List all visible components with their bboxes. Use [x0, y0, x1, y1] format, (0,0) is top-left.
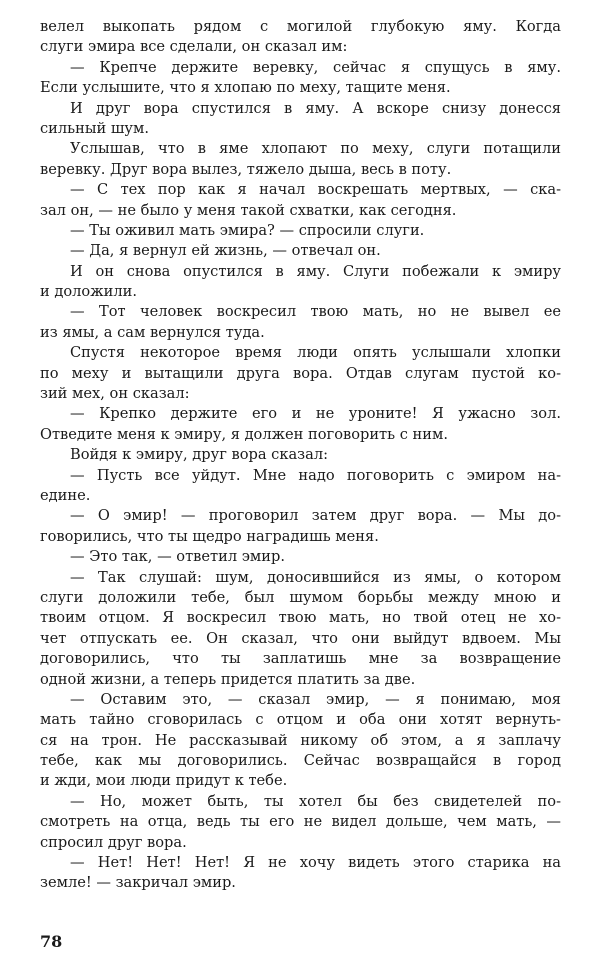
- paragraph: [40, 302, 561, 343]
- text-line: и жди, мои люди придут к тебе.: [40, 772, 288, 790]
- paragraph: [40, 792, 561, 853]
- text-line: спросил друг вора.: [40, 833, 187, 851]
- page-body-text: [40, 17, 561, 894]
- paragraph: [40, 221, 561, 241]
- paragraph: [40, 547, 561, 567]
- paragraph: [40, 17, 561, 58]
- text-line: — Пусть все уйдут. Мне надо поговорить с эмиром на-: [70, 466, 561, 484]
- text-line: земле! — закричал эмир.: [40, 874, 236, 892]
- text-line: мать тайно сговорилась с отцом и оба они хотят вернуть-: [40, 711, 561, 729]
- page-number: 78: [40, 932, 63, 951]
- text-line: — Нет! Нет! Нет! Я не хочу видеть этого старика на: [70, 854, 561, 872]
- text-line: договорились, что ты заплатишь мне за возвращение: [40, 650, 561, 668]
- paragraph: [40, 506, 561, 547]
- paragraph: [40, 445, 561, 465]
- paragraph: [40, 404, 561, 445]
- paragraph: [40, 262, 561, 303]
- text-line: веревку. Друг вора вылез, тяжело дыша, весь в поту.: [40, 160, 452, 178]
- text-line: из ямы, а сам вернулся туда.: [40, 323, 265, 341]
- text-line: — Это так, — ответил эмир.: [70, 548, 285, 566]
- text-line: тебе, как мы договорились. Сейчас возвращайся в город: [40, 752, 561, 770]
- text-line: сильный шум.: [40, 119, 149, 137]
- text-line: смотреть на отца, ведь ты его не видел дольше, чем мать, —: [40, 813, 561, 831]
- text-line: Отведите меня к эмиру, я должен поговорить с ним.: [40, 425, 448, 443]
- text-line: зал он, — не было у меня такой схватки, как сегодня.: [40, 201, 457, 219]
- text-line: ся на трон. Не рассказывай никому об этом, а я заплачу: [40, 731, 561, 749]
- text-line: Спустя некоторое время люди опять услышали хлопки: [70, 344, 561, 362]
- text-line: — О эмир! — проговорил затем друг вора. — Мы до-: [70, 507, 561, 525]
- text-line: чет отпускать ее. Он сказал, что они выйдут вдвоем. Мы: [40, 629, 561, 647]
- text-line: — Тот человек воскресил твою мать, но не вывел ее: [70, 303, 561, 321]
- paragraph: [40, 58, 561, 99]
- paragraph: [40, 343, 561, 404]
- text-line: едине.: [40, 486, 91, 504]
- text-line: — Ты оживил мать эмира? — спросили слуги.: [70, 221, 425, 239]
- text-line: И он снова опустился в яму. Слуги побежали к эмиру: [70, 262, 561, 280]
- text-line: и доложили.: [40, 283, 137, 301]
- paragraph: [40, 139, 561, 180]
- paragraph: [40, 99, 561, 140]
- text-line: слуги эмира все сделали, он сказал им:: [40, 38, 348, 56]
- text-line: Если услышите, что я хлопаю по меху, тащите меня.: [40, 79, 451, 97]
- text-line: говорились, что ты щедро наградишь меня.: [40, 527, 379, 545]
- text-line: зий мех, он сказал:: [40, 385, 190, 403]
- paragraph: [40, 690, 561, 792]
- text-line: одной жизни, а теперь придется платить за две.: [40, 670, 416, 688]
- paragraph: [40, 466, 561, 507]
- text-line: И друг вора спустился в яму. А вскоре снизу донесся: [70, 99, 561, 117]
- text-line: — Оставим это, — сказал эмир, — я понимаю, моя: [70, 690, 561, 708]
- text-line: твоим отцом. Я воскресил твою мать, но твой отец не хо-: [40, 609, 561, 627]
- text-line: велел выкопать рядом с могилой глубокую яму. Когда: [40, 18, 561, 35]
- text-line: — Крепче держите веревку, сейчас я спущусь в яму.: [70, 58, 561, 76]
- text-line: — Так слушай: шум, доносившийся из ямы, о котором: [70, 568, 561, 586]
- text-line: слуги доложили тебе, был шумом борьбы между мною и: [40, 588, 561, 606]
- text-line: — Да, я вернул ей жизнь, — отвечал он.: [70, 242, 381, 260]
- text-line: Войдя к эмиру, друг вора сказал:: [70, 446, 329, 464]
- text-line: — С тех пор как я начал воскрешать мертвых, — ска-: [70, 181, 561, 199]
- text-line: — Но, может быть, ты хотел бы без свидетелей по-: [70, 792, 561, 810]
- text-line: Услышав, что в яме хлопают по меху, слуги потащили: [70, 140, 561, 158]
- paragraph: [40, 241, 561, 261]
- paragraph: [40, 568, 561, 690]
- paragraph: [40, 853, 561, 894]
- text-line: по меху и вытащили друга вора. Отдав слугам пустой ко-: [40, 364, 561, 382]
- text-line: — Крепко держите его и не уроните! Я ужасно зол.: [70, 405, 561, 423]
- paragraph: [40, 180, 561, 221]
